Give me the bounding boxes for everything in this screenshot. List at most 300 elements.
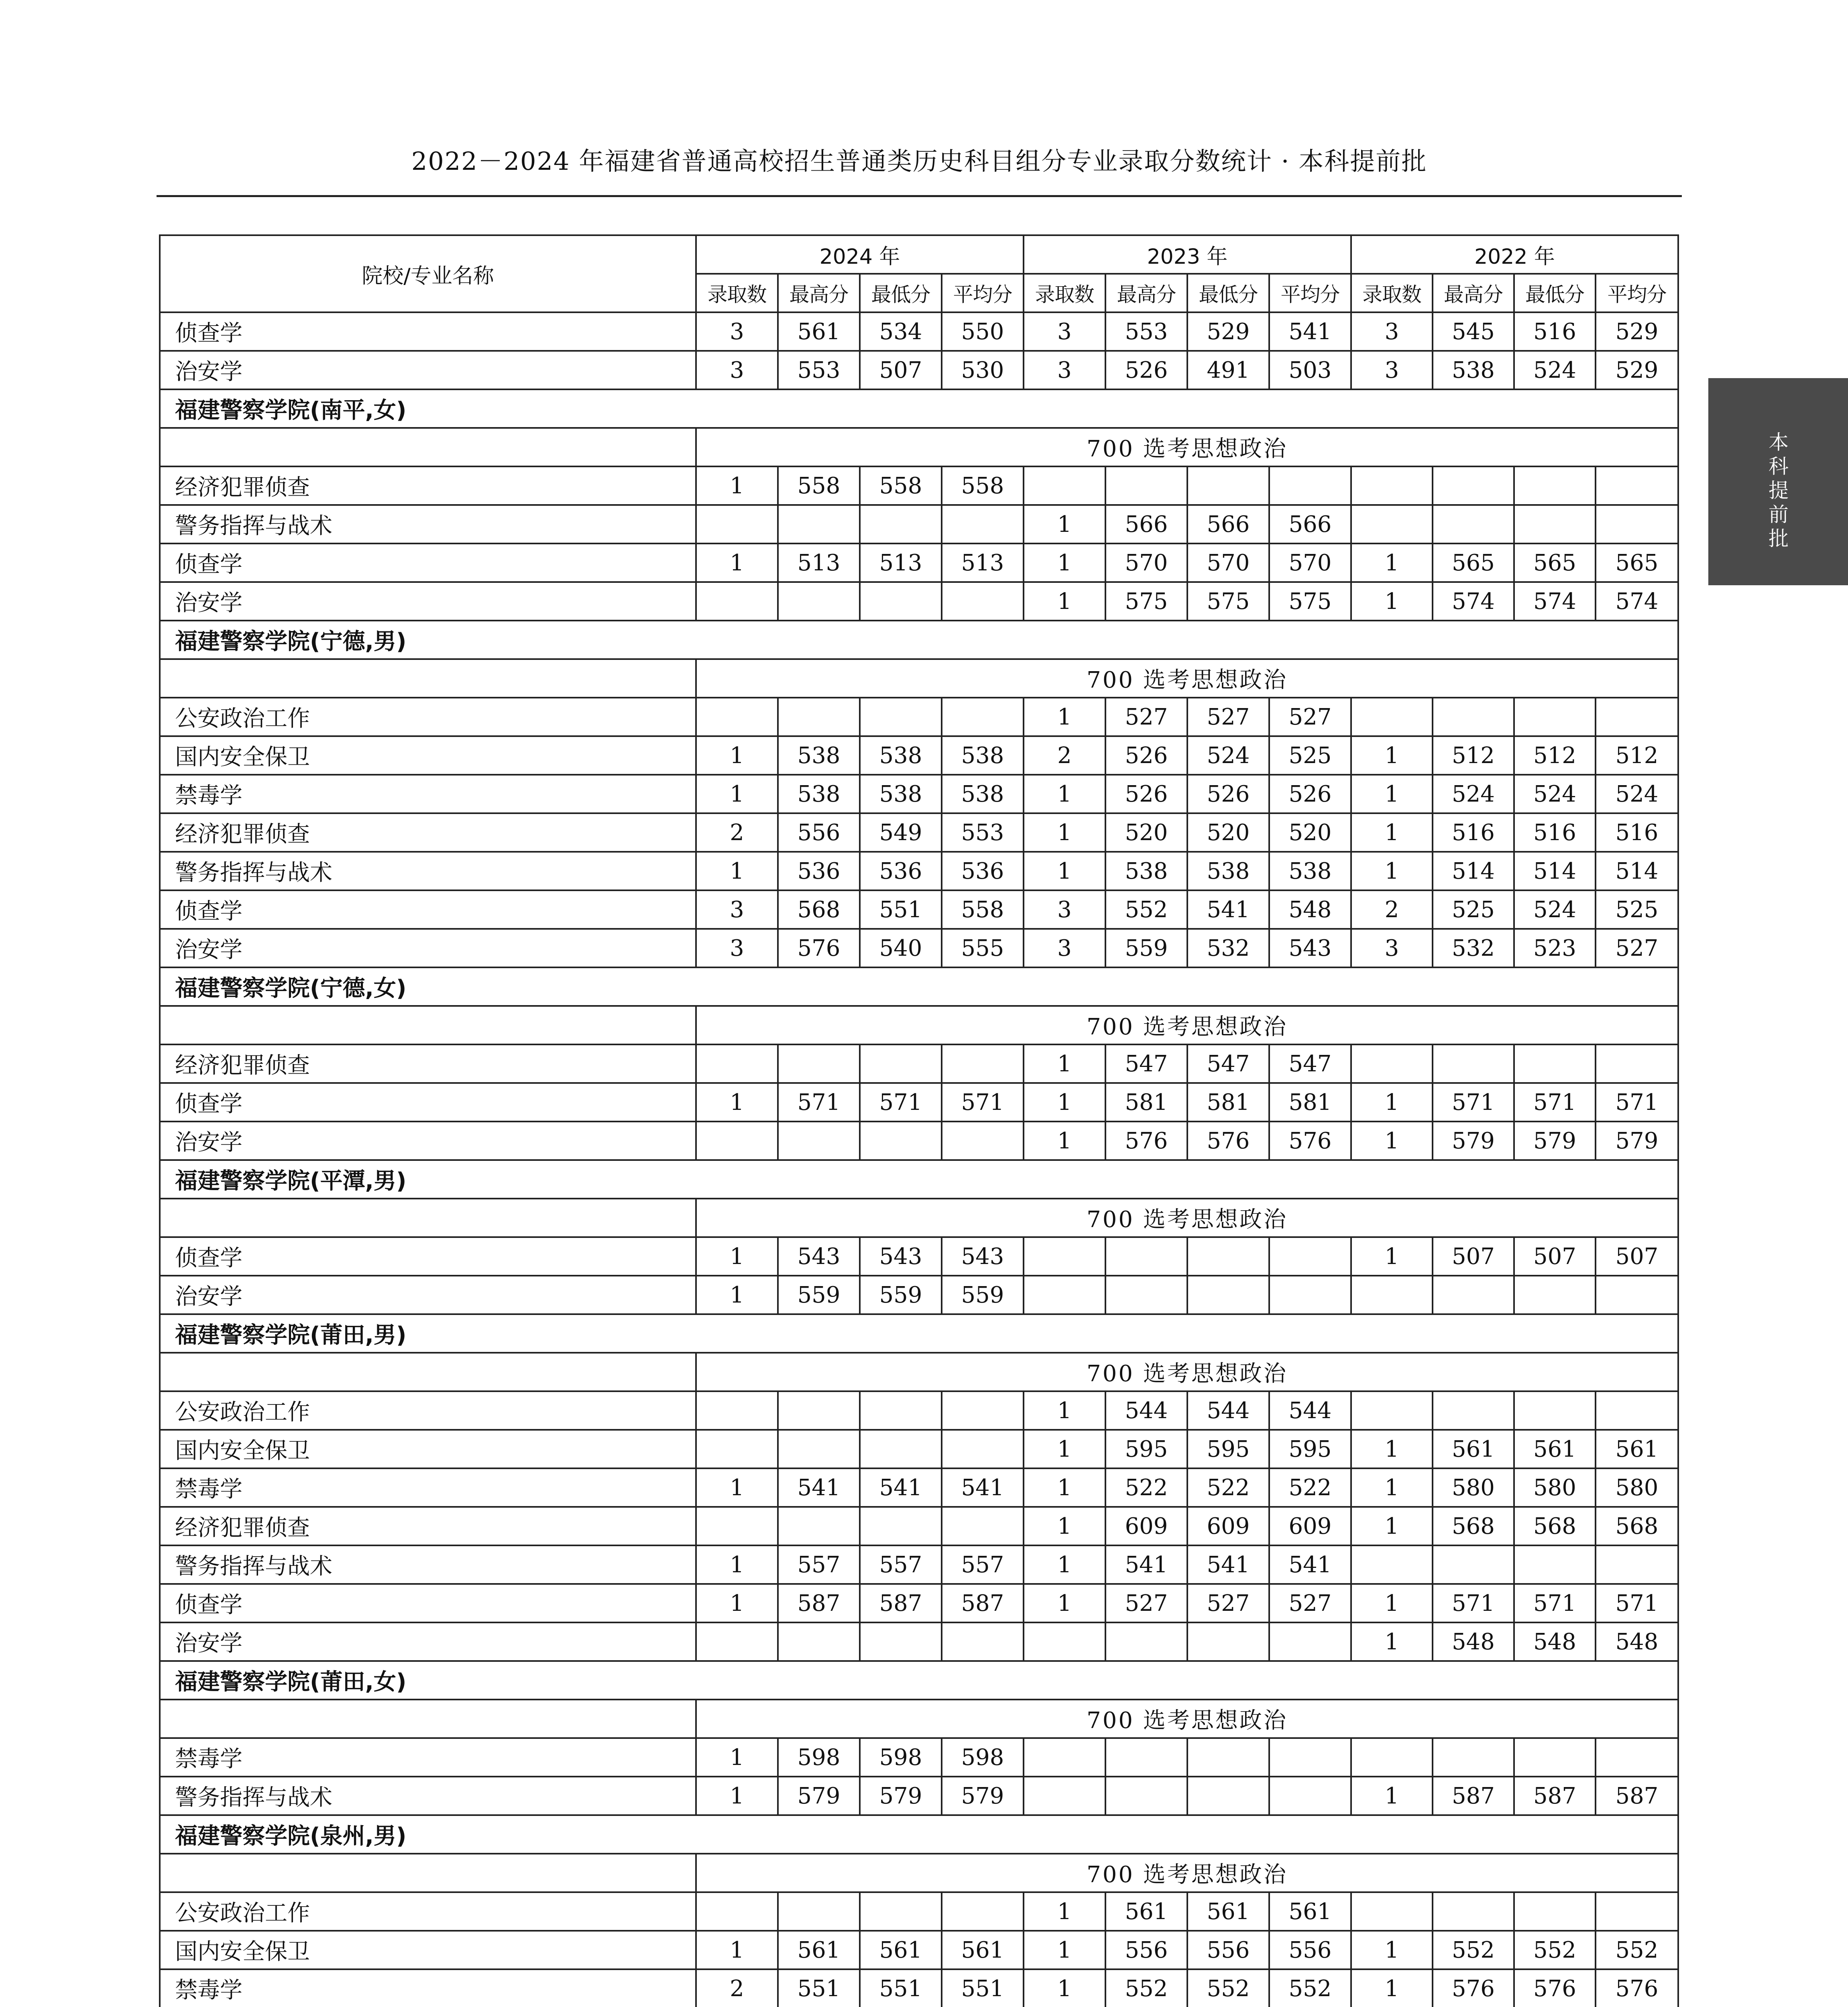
- major-name: 治安学: [160, 351, 696, 389]
- score-cell-count: 1: [1351, 813, 1433, 852]
- score-cell-avg: [942, 1391, 1024, 1430]
- score-cell-max: 598: [778, 1738, 860, 1777]
- score-cell-min: [860, 505, 942, 543]
- score-cell-min: [860, 1507, 942, 1545]
- score-cell-avg: 571: [1596, 1584, 1678, 1622]
- score-cell-avg: 544: [1269, 1391, 1351, 1430]
- score-cell-max: 559: [778, 1276, 860, 1314]
- metric-header-count: 录取数: [696, 274, 778, 312]
- score-cell-max: 547: [1105, 1044, 1187, 1083]
- institution-row: [160, 1314, 1678, 1353]
- score-cell-count: 3: [696, 351, 778, 389]
- score-cell-avg: 541: [1269, 1545, 1351, 1584]
- major-name: 治安学: [160, 1622, 696, 1661]
- score-cell-avg: 570: [1269, 543, 1351, 582]
- score-cell-max: 513: [778, 543, 860, 582]
- score-cell-max: 576: [1433, 1969, 1514, 2007]
- score-cell-min: [1187, 1276, 1269, 1314]
- score-cell-max: 526: [1105, 775, 1187, 813]
- score-cell-count: [696, 1044, 778, 1083]
- score-cell-min: 556: [1187, 1931, 1269, 1969]
- score-cell-min: 566: [1187, 505, 1269, 543]
- score-cell-max: 574: [1433, 582, 1514, 621]
- score-cell-max: 544: [1105, 1391, 1187, 1430]
- score-cell-max: [1433, 466, 1514, 505]
- score-cell-count: [1351, 1738, 1433, 1777]
- score-cell-min: 522: [1187, 1468, 1269, 1507]
- score-cell-count: 1: [1024, 543, 1105, 582]
- score-cell-count: 2: [696, 813, 778, 852]
- score-cell-max: [1105, 1777, 1187, 1815]
- score-cell-max: 595: [1105, 1430, 1187, 1468]
- table-row: [160, 1044, 1678, 1083]
- score-cell-count: 1: [1351, 775, 1433, 813]
- score-cell-min: 543: [860, 1237, 942, 1276]
- score-cell-count: 1: [1351, 1584, 1433, 1622]
- score-cell-avg: 595: [1269, 1430, 1351, 1468]
- score-cell-min: [860, 1430, 942, 1468]
- subject-group-label: 700 选考思想政治: [696, 1700, 1678, 1738]
- score-cell-max: 532: [1433, 929, 1514, 967]
- score-cell-avg: 579: [1596, 1122, 1678, 1160]
- score-cell-avg: 587: [1596, 1777, 1678, 1815]
- score-cell-min: 574: [1514, 582, 1596, 621]
- institution-row: [160, 389, 1678, 428]
- score-cell-min: 576: [1187, 1122, 1269, 1160]
- header-rule: [157, 195, 1682, 197]
- table-row: [160, 351, 1678, 389]
- score-cell-max: 538: [1433, 351, 1514, 389]
- score-cell-max: 538: [778, 775, 860, 813]
- side-tab: [1708, 378, 1848, 585]
- score-cell-max: 548: [1433, 1622, 1514, 1661]
- score-cell-avg: 561: [1596, 1430, 1678, 1468]
- institution-name: 福建警察学院(莆田,女): [160, 1661, 1678, 1700]
- score-cell-count: 1: [696, 1276, 778, 1314]
- score-cell-count: [1024, 1276, 1105, 1314]
- score-cell-avg: [1596, 1892, 1678, 1931]
- score-cell-count: [696, 1391, 778, 1430]
- score-cell-count: 1: [1024, 1969, 1105, 2007]
- major-name: 国内安全保卫: [160, 1430, 696, 1468]
- major-name: 公安政治工作: [160, 1892, 696, 1931]
- institution-name: 福建警察学院(莆田,男): [160, 1314, 1678, 1353]
- score-cell-count: 1: [1351, 1122, 1433, 1160]
- score-cell-max: [1105, 1622, 1187, 1661]
- score-cell-avg: [942, 1892, 1024, 1931]
- score-cell-max: 576: [1105, 1122, 1187, 1160]
- score-cell-min: 540: [860, 929, 942, 967]
- score-cell-min: [860, 1892, 942, 1931]
- score-cell-avg: 553: [942, 813, 1024, 852]
- table-row: [160, 1777, 1678, 1815]
- score-cell-count: 1: [1024, 1931, 1105, 1969]
- score-cell-count: 3: [1024, 312, 1105, 351]
- score-cell-min: [860, 1391, 942, 1430]
- score-cell-avg: 548: [1596, 1622, 1678, 1661]
- score-cell-count: 1: [1024, 1122, 1105, 1160]
- subject-group-row: [160, 1854, 1678, 1892]
- score-cell-min: 526: [1187, 775, 1269, 813]
- major-name: 侦查学: [160, 1584, 696, 1622]
- score-cell-min: 532: [1187, 929, 1269, 967]
- score-cell-max: [778, 505, 860, 543]
- score-cell-min: 538: [860, 775, 942, 813]
- score-cell-avg: 571: [942, 1083, 1024, 1122]
- score-cell-min: 516: [1514, 312, 1596, 351]
- score-cell-count: 1: [696, 1468, 778, 1507]
- score-cell-count: 1: [1351, 543, 1433, 582]
- score-cell-count: 1: [696, 775, 778, 813]
- score-cell-avg: 587: [942, 1584, 1024, 1622]
- score-cell-avg: [942, 1622, 1024, 1661]
- score-cell-min: 552: [1187, 1969, 1269, 2007]
- score-cell-min: 570: [1187, 543, 1269, 582]
- score-cell-max: 556: [1105, 1931, 1187, 1969]
- score-cell-min: 527: [1187, 698, 1269, 736]
- subject-group-row: [160, 659, 1678, 698]
- score-cell-max: [1105, 466, 1187, 505]
- score-cell-avg: 538: [942, 775, 1024, 813]
- score-cell-min: 512: [1514, 736, 1596, 775]
- score-cell-min: 520: [1187, 813, 1269, 852]
- year-header-2024: 2024 年: [696, 235, 1024, 274]
- score-cell-avg: [1596, 1391, 1678, 1430]
- score-cell-avg: [1269, 1622, 1351, 1661]
- score-cell-max: 565: [1433, 543, 1514, 582]
- score-cell-max: [1433, 1044, 1514, 1083]
- score-cell-max: 571: [1433, 1083, 1514, 1122]
- score-cell-count: [1351, 1545, 1433, 1584]
- score-cell-avg: [1269, 466, 1351, 505]
- score-cell-max: 543: [778, 1237, 860, 1276]
- score-cell-count: 1: [1024, 1584, 1105, 1622]
- score-cell-avg: [1269, 1777, 1351, 1815]
- table-row: [160, 929, 1678, 967]
- header-row-years: [160, 235, 1678, 274]
- score-cell-avg: [1269, 1738, 1351, 1777]
- score-cell-avg: 580: [1596, 1468, 1678, 1507]
- major-name: 经济犯罪侦查: [160, 1507, 696, 1545]
- score-cell-count: [1351, 1276, 1433, 1314]
- score-cell-avg: [942, 505, 1024, 543]
- major-name: 治安学: [160, 1276, 696, 1314]
- table-row: [160, 1468, 1678, 1507]
- score-cell-max: [778, 1507, 860, 1545]
- subject-group-row: [160, 1199, 1678, 1237]
- score-cell-avg: [1596, 1545, 1678, 1584]
- score-cell-min: 524: [1514, 351, 1596, 389]
- score-cell-count: 1: [1351, 1430, 1433, 1468]
- score-cell-avg: 575: [1269, 582, 1351, 621]
- score-cell-count: 3: [1024, 351, 1105, 389]
- score-cell-count: 1: [1024, 1468, 1105, 1507]
- score-cell-min: 580: [1514, 1468, 1596, 1507]
- score-cell-avg: 543: [1269, 929, 1351, 967]
- metric-header-min: 最低分: [1187, 274, 1269, 312]
- score-cell-count: 1: [696, 1738, 778, 1777]
- table-row: [160, 736, 1678, 775]
- score-cell-count: 3: [1024, 929, 1105, 967]
- score-cell-max: 561: [778, 1931, 860, 1969]
- score-cell-count: 1: [1024, 698, 1105, 736]
- score-cell-count: 3: [1351, 312, 1433, 351]
- major-name: 侦查学: [160, 312, 696, 351]
- score-cell-count: 1: [1351, 1237, 1433, 1276]
- subject-group-blank-cell: [160, 1700, 696, 1738]
- table-row: [160, 1931, 1678, 1969]
- score-cell-max: 579: [778, 1777, 860, 1815]
- table-row: [160, 1545, 1678, 1584]
- score-cell-min: 548: [1514, 1622, 1596, 1661]
- score-cell-avg: 514: [1596, 852, 1678, 890]
- score-cell-count: 1: [696, 1083, 778, 1122]
- score-cell-count: 1: [696, 736, 778, 775]
- institution-name: 福建警察学院(泉州,男): [160, 1815, 1678, 1854]
- score-cell-avg: 507: [1596, 1237, 1678, 1276]
- admission-table: [159, 234, 1679, 2007]
- score-cell-count: 3: [696, 929, 778, 967]
- subject-group-blank-cell: [160, 428, 696, 466]
- score-cell-max: 525: [1433, 890, 1514, 929]
- institution-name: 福建警察学院(南平,女): [160, 389, 1678, 428]
- table-row: [160, 1391, 1678, 1430]
- score-cell-avg: 530: [942, 351, 1024, 389]
- subject-group-row: [160, 1700, 1678, 1738]
- score-cell-min: 561: [1514, 1430, 1596, 1468]
- score-cell-avg: 527: [1269, 1584, 1351, 1622]
- subject-group-blank-cell: [160, 1353, 696, 1391]
- metric-header-count: 录取数: [1351, 274, 1433, 312]
- major-name: 警务指挥与战术: [160, 852, 696, 890]
- score-cell-min: 568: [1514, 1507, 1596, 1545]
- score-cell-max: 581: [1105, 1083, 1187, 1122]
- score-cell-avg: 557: [942, 1545, 1024, 1584]
- score-cell-min: [1514, 1892, 1596, 1931]
- score-cell-max: 557: [778, 1545, 860, 1584]
- score-cell-max: [1433, 1738, 1514, 1777]
- metric-header-avg: 平均分: [942, 274, 1024, 312]
- score-cell-max: 527: [1105, 698, 1187, 736]
- score-cell-min: 575: [1187, 582, 1269, 621]
- table-row: [160, 1584, 1678, 1622]
- score-cell-count: [1351, 1892, 1433, 1931]
- name-column-header: 院校/专业名称: [160, 235, 696, 312]
- score-cell-max: 556: [778, 813, 860, 852]
- subject-group-label: 700 选考思想政治: [696, 1353, 1678, 1391]
- table-row: [160, 466, 1678, 505]
- score-cell-count: [696, 1122, 778, 1160]
- score-cell-avg: 529: [1596, 351, 1678, 389]
- table-row: [160, 852, 1678, 890]
- score-cell-min: 527: [1187, 1584, 1269, 1622]
- year-header-2023: 2023 年: [1024, 235, 1351, 274]
- score-cell-count: [1024, 466, 1105, 505]
- major-name: 公安政治工作: [160, 698, 696, 736]
- score-cell-min: 507: [1514, 1237, 1596, 1276]
- table-row: [160, 1122, 1678, 1160]
- score-cell-count: 1: [1024, 505, 1105, 543]
- score-cell-avg: 550: [942, 312, 1024, 351]
- subject-group-label: 700 选考思想政治: [696, 1199, 1678, 1237]
- score-cell-max: 609: [1105, 1507, 1187, 1545]
- score-cell-count: 1: [1351, 852, 1433, 890]
- score-cell-count: 1: [1024, 1892, 1105, 1931]
- score-cell-avg: 551: [942, 1969, 1024, 2007]
- score-cell-min: 541: [1187, 1545, 1269, 1584]
- score-cell-count: [1351, 505, 1433, 543]
- score-cell-min: 595: [1187, 1430, 1269, 1468]
- table-row: [160, 1083, 1678, 1122]
- score-cell-count: [1351, 1391, 1433, 1430]
- score-cell-avg: 547: [1269, 1044, 1351, 1083]
- institution-row: [160, 621, 1678, 659]
- score-cell-min: 598: [860, 1738, 942, 1777]
- score-cell-avg: 556: [1269, 1931, 1351, 1969]
- major-name: 公安政治工作: [160, 1391, 696, 1430]
- score-cell-avg: 526: [1269, 775, 1351, 813]
- score-cell-max: 568: [778, 890, 860, 929]
- score-cell-max: [1105, 1276, 1187, 1314]
- score-cell-min: 536: [860, 852, 942, 890]
- score-cell-max: 553: [1105, 312, 1187, 351]
- score-cell-max: 538: [778, 736, 860, 775]
- score-cell-avg: 574: [1596, 582, 1678, 621]
- score-cell-max: 507: [1433, 1237, 1514, 1276]
- score-cell-max: 558: [778, 466, 860, 505]
- institution-name: 福建警察学院(平潭,男): [160, 1160, 1678, 1199]
- score-cell-avg: 565: [1596, 543, 1678, 582]
- score-cell-max: [778, 1122, 860, 1160]
- major-name: 警务指挥与战术: [160, 505, 696, 543]
- score-cell-count: 1: [1351, 1468, 1433, 1507]
- score-cell-max: [778, 1391, 860, 1430]
- score-cell-min: [860, 1044, 942, 1083]
- score-cell-min: 551: [860, 1969, 942, 2007]
- score-cell-min: 552: [1514, 1931, 1596, 1969]
- table-row: [160, 1969, 1678, 2007]
- score-cell-min: 559: [860, 1276, 942, 1314]
- score-cell-max: 571: [778, 1083, 860, 1122]
- score-cell-min: [1187, 466, 1269, 505]
- score-cell-max: 587: [778, 1584, 860, 1622]
- score-cell-max: 552: [1105, 1969, 1187, 2007]
- score-cell-avg: 609: [1269, 1507, 1351, 1545]
- major-name: 警务指挥与战术: [160, 1777, 696, 1815]
- score-cell-max: 526: [1105, 736, 1187, 775]
- score-cell-max: [1433, 1545, 1514, 1584]
- score-cell-avg: 520: [1269, 813, 1351, 852]
- score-cell-min: [1187, 1777, 1269, 1815]
- score-cell-avg: 576: [1596, 1969, 1678, 2007]
- major-name: 警务指挥与战术: [160, 1545, 696, 1584]
- subject-group-label: 700 选考思想政治: [696, 1854, 1678, 1892]
- score-cell-avg: [942, 582, 1024, 621]
- score-cell-avg: 568: [1596, 1507, 1678, 1545]
- score-cell-min: [860, 582, 942, 621]
- major-name: 治安学: [160, 929, 696, 967]
- table-row: [160, 505, 1678, 543]
- subject-group-row: [160, 428, 1678, 466]
- score-cell-avg: [942, 698, 1024, 736]
- table-row: [160, 1430, 1678, 1468]
- score-cell-count: 2: [1024, 736, 1105, 775]
- score-cell-min: 587: [860, 1584, 942, 1622]
- score-cell-count: [1351, 1044, 1433, 1083]
- major-name: 国内安全保卫: [160, 1931, 696, 1969]
- score-cell-min: 571: [1514, 1083, 1596, 1122]
- score-cell-min: 549: [860, 813, 942, 852]
- score-cell-avg: [942, 1122, 1024, 1160]
- score-cell-count: [696, 1622, 778, 1661]
- score-cell-min: 609: [1187, 1507, 1269, 1545]
- institution-row: [160, 1160, 1678, 1199]
- score-cell-max: [1433, 1276, 1514, 1314]
- table-row: [160, 1276, 1678, 1314]
- score-cell-count: 1: [1024, 1430, 1105, 1468]
- score-cell-count: 1: [1351, 1622, 1433, 1661]
- major-name: 禁毒学: [160, 1969, 696, 2007]
- score-cell-count: [696, 698, 778, 736]
- subject-group-blank-cell: [160, 1006, 696, 1044]
- score-cell-avg: 566: [1269, 505, 1351, 543]
- score-cell-count: 1: [1024, 1044, 1105, 1083]
- institution-row: [160, 1815, 1678, 1854]
- score-cell-count: 3: [696, 312, 778, 351]
- score-cell-count: 1: [1351, 1083, 1433, 1122]
- major-name: 禁毒学: [160, 775, 696, 813]
- score-cell-min: 579: [860, 1777, 942, 1815]
- score-cell-min: 561: [1187, 1892, 1269, 1931]
- score-cell-max: 512: [1433, 736, 1514, 775]
- score-cell-min: 513: [860, 543, 942, 582]
- score-cell-count: 1: [696, 1584, 778, 1622]
- score-cell-min: 541: [1187, 890, 1269, 929]
- score-cell-count: [1024, 1738, 1105, 1777]
- score-cell-avg: [1596, 1276, 1678, 1314]
- score-cell-avg: [1269, 1276, 1351, 1314]
- table-row: [160, 775, 1678, 813]
- subject-group-row: [160, 1353, 1678, 1391]
- major-name: 侦查学: [160, 543, 696, 582]
- score-cell-avg: [942, 1507, 1024, 1545]
- score-cell-count: 1: [1351, 1931, 1433, 1969]
- score-cell-count: 1: [1024, 1083, 1105, 1122]
- score-cell-avg: 561: [1269, 1892, 1351, 1931]
- score-cell-count: 1: [1351, 582, 1433, 621]
- score-cell-avg: 538: [1269, 852, 1351, 890]
- score-cell-max: 514: [1433, 852, 1514, 890]
- score-cell-max: 538: [1105, 852, 1187, 890]
- score-cell-min: 524: [1187, 736, 1269, 775]
- score-cell-min: 507: [860, 351, 942, 389]
- score-cell-max: 551: [778, 1969, 860, 2007]
- subject-group-row: [160, 1006, 1678, 1044]
- score-cell-avg: 561: [942, 1931, 1024, 1969]
- institution-name: 福建警察学院(宁德,男): [160, 621, 1678, 659]
- score-cell-avg: 512: [1596, 736, 1678, 775]
- score-cell-count: 3: [1351, 351, 1433, 389]
- score-cell-count: 1: [1024, 813, 1105, 852]
- institution-row: [160, 1661, 1678, 1700]
- subject-group-blank-cell: [160, 659, 696, 698]
- score-cell-count: [696, 1892, 778, 1931]
- metric-header-count: 录取数: [1024, 274, 1105, 312]
- institution-row: [160, 967, 1678, 1006]
- score-cell-count: 1: [1351, 1777, 1433, 1815]
- score-cell-avg: 503: [1269, 351, 1351, 389]
- subject-group-label: 700 选考思想政治: [696, 1006, 1678, 1044]
